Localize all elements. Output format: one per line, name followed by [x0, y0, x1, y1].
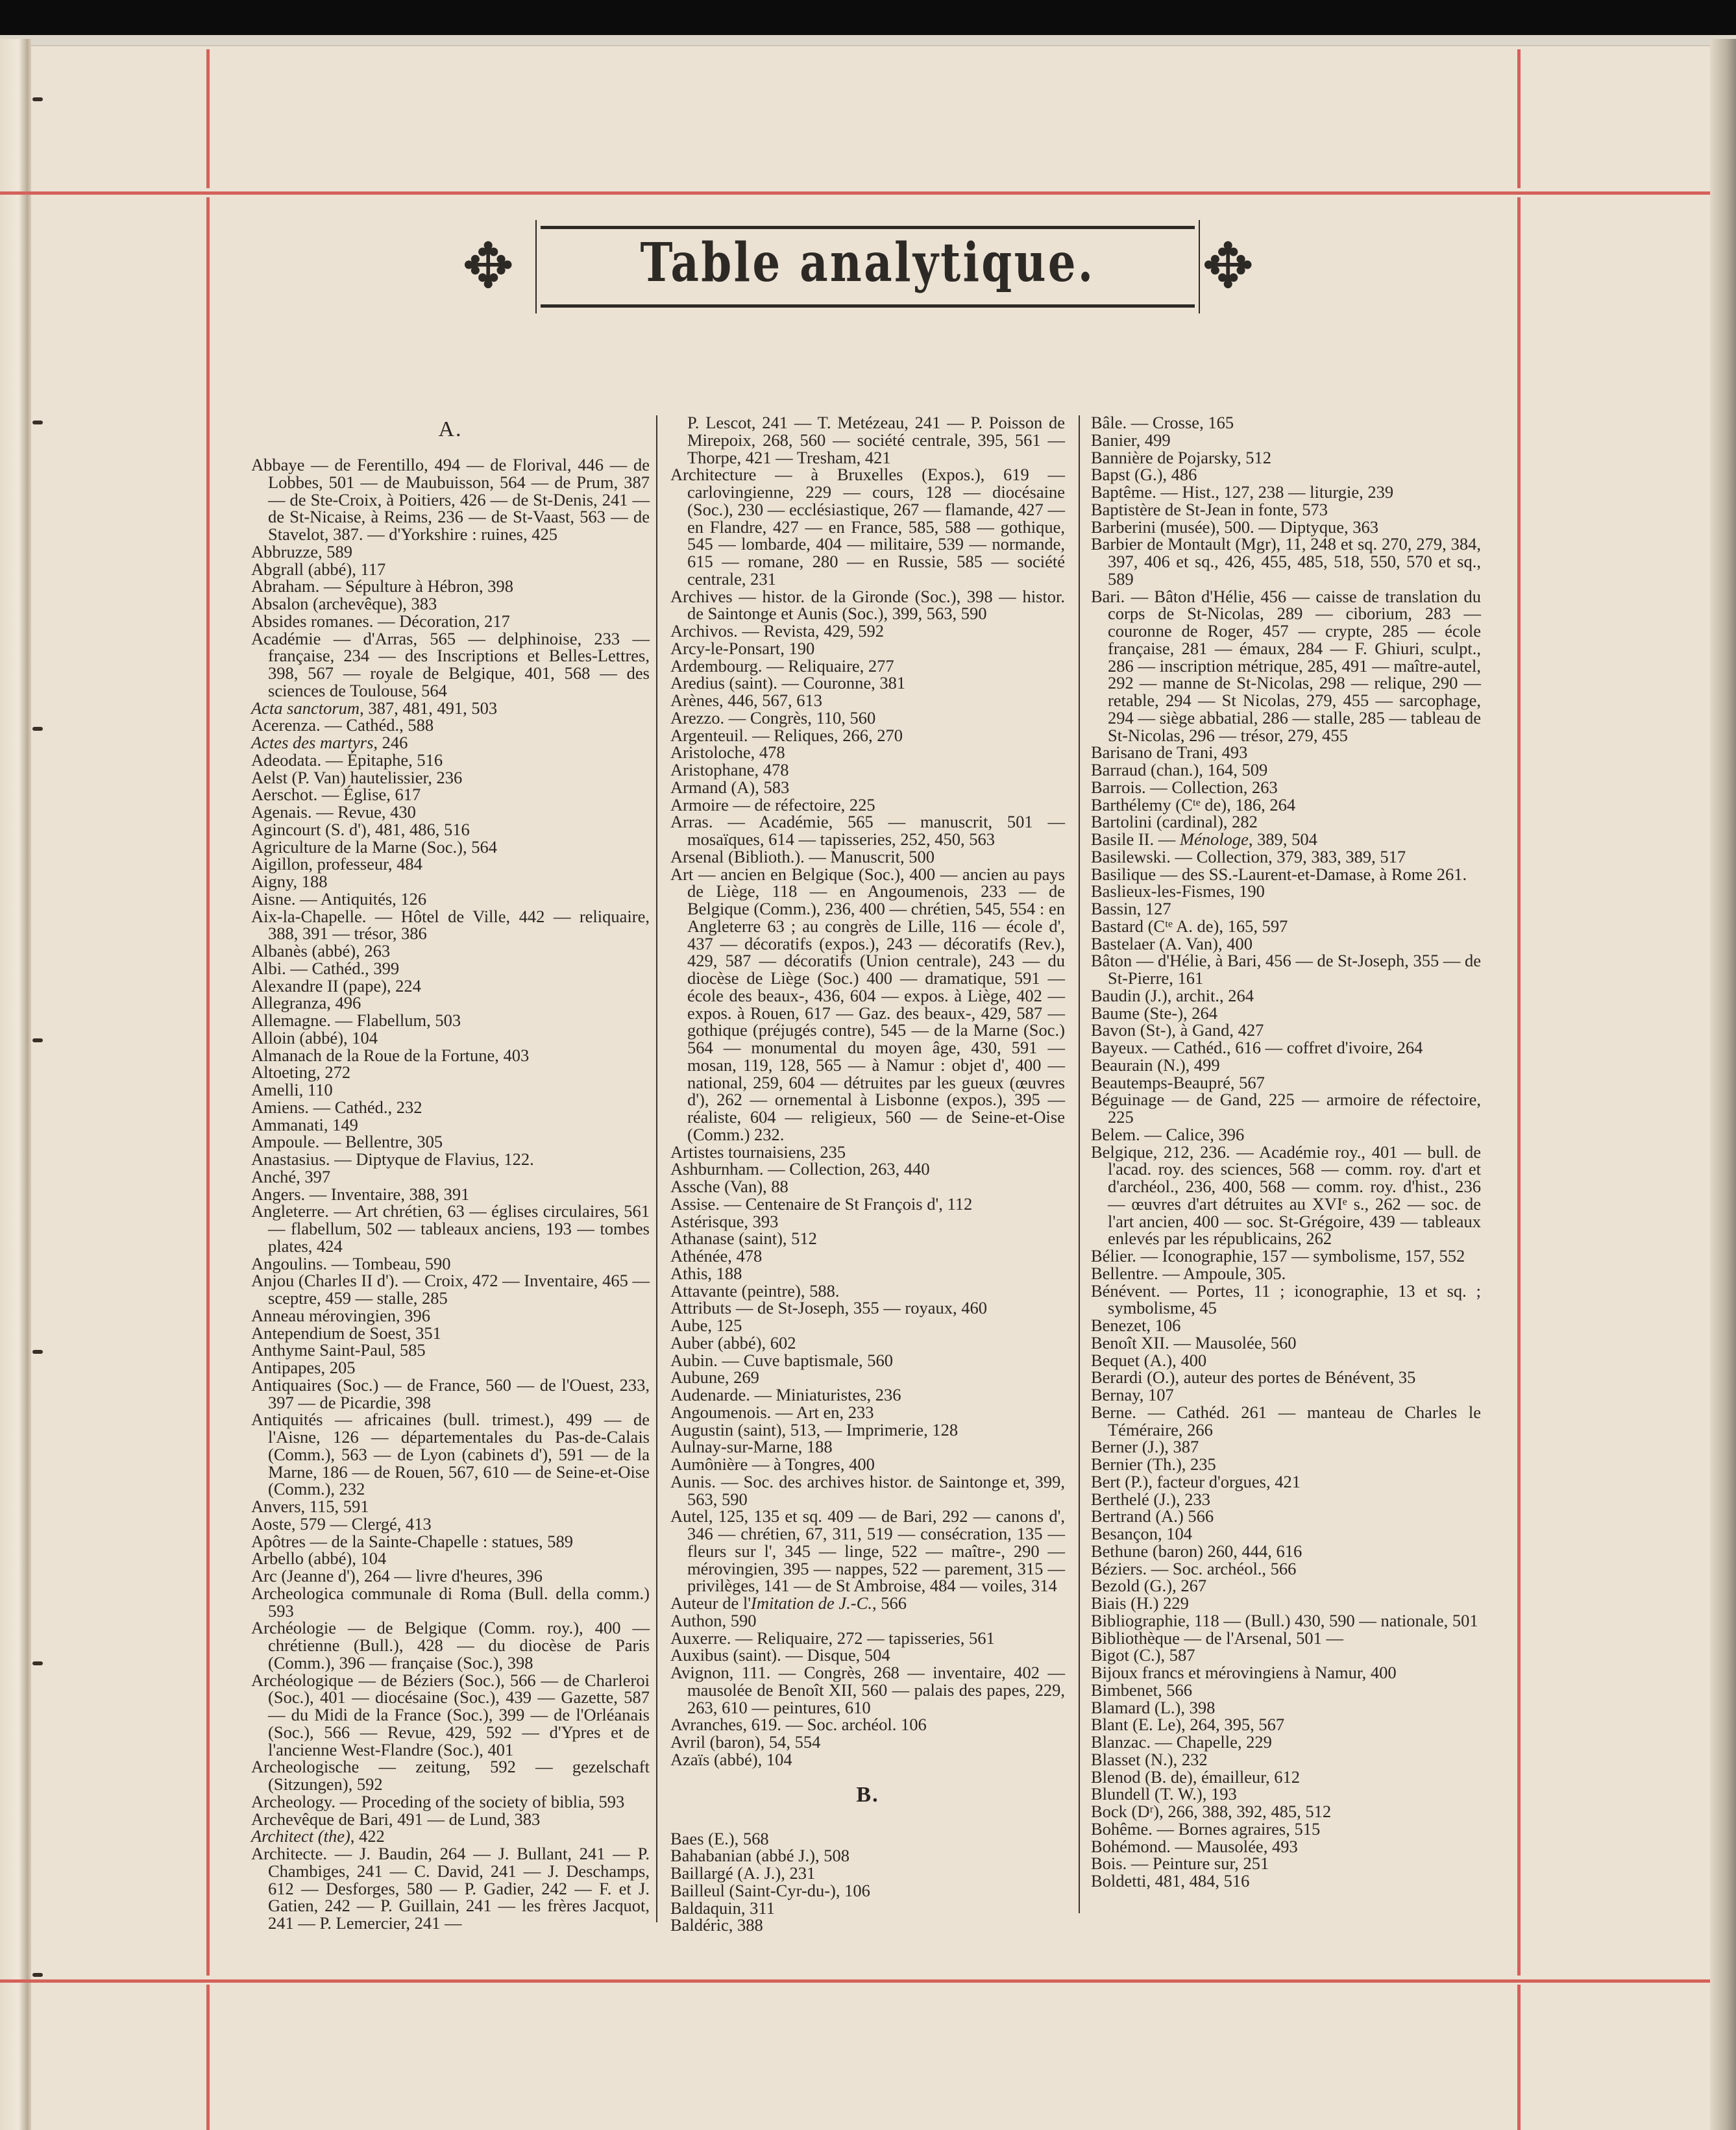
fleuron-icon: ✥: [1202, 230, 1254, 302]
index-entry: Authon, 590: [670, 1610, 757, 1630]
binding-stitch: [32, 1661, 43, 1665]
index-entry: Altoeting, 272: [251, 1062, 351, 1083]
index-entry: Armand (A), 583: [670, 777, 790, 797]
index-entry: Blundell (T. W.), 193: [1091, 1784, 1237, 1804]
index-entry: Aisne. — Antiquités, 126: [251, 888, 427, 909]
index-entry: Architecte. — J. Baudin, 264 — J. Bullant, 241 — P. Chambiges, 241 — C. David, 241 — J. Deschamps, 612 — Desforges, 580 — P. Gadier, 242 — F. et J. Gatien, 242 — P. Guillain, 241 — les frères Jacquot, 241 — P. Lemercier, 241 —: [251, 1844, 650, 1933]
index-entry: Ammanati, 149: [251, 1114, 358, 1134]
index-entry: [251, 1828, 650, 1845]
index-entry: Anvers, 115, 591: [251, 1497, 369, 1516]
index-entry: Barraud (chan.), 164, 509: [1091, 760, 1268, 779]
index-entry: Beautemps-Beaupré, 567: [1091, 1072, 1265, 1092]
index-entry: Bethune (baron) 260, 444, 616: [1091, 1541, 1302, 1561]
index-entry: Antependium de Soest, 351: [251, 1323, 441, 1343]
index-entry: Barrois. — Collection, 263: [1091, 777, 1278, 797]
binding-stitch: [32, 1350, 43, 1354]
index-entry: Barbier de Montault (Mgr), 11, 248 et sq. 270, 279, 384, 397, 406 et sq., 426, 455, 485, 518, 550, 570 et sq., 589: [1091, 534, 1481, 589]
index-entry: Arcy-le-Ponsart, 190: [670, 638, 815, 658]
index-entry: Blasset (N.), 232: [1091, 1749, 1208, 1769]
index-entry: Baillargé (A. J.), 231: [670, 1863, 816, 1883]
index-entry: Archivos. — Revista, 429, 592: [670, 621, 885, 641]
index-entry: Angers. — Inventaire, 388, 391: [251, 1184, 470, 1204]
index-entry: Aix-la-Chapelle. — Hôtel de Ville, 442 — reliquaire, 388, 391 — trésor, 386: [251, 906, 650, 944]
index-entry: Aerschot. — Église, 617: [251, 785, 421, 805]
index-entry: Archeology. — Proceding of the society of biblia, 593: [251, 1791, 625, 1811]
index-entry: Biais (H.) 229: [1091, 1593, 1189, 1613]
index-entry: Athénée, 478: [670, 1246, 763, 1266]
red-frame-line: [1517, 197, 1521, 1976]
index-entry: Assise. — Centenaire de St François d', 112: [670, 1194, 973, 1214]
index-entry: Aumônière — à Tongres, 400: [670, 1454, 875, 1474]
index-entry: Bock (Dʳ), 266, 388, 392, 485, 512: [1091, 1802, 1332, 1821]
index-column-3: [1091, 414, 1481, 1890]
index-entry: Absides romanes. — Décoration, 217: [251, 611, 510, 631]
index-entry: Audenarde. — Miniaturistes, 236: [670, 1385, 901, 1404]
page-title: Table analytique.: [640, 232, 1095, 294]
index-entry: Ashburnham. — Collection, 263, 440: [670, 1159, 930, 1179]
page-top-edge: [0, 35, 1736, 46]
index-entry: Aoste, 579 — Clergé, 413: [251, 1513, 432, 1534]
index-entry: Agincourt (S. d'), 481, 486, 516: [251, 819, 470, 839]
index-entry: Bohémond. — Mausolée, 493: [1091, 1836, 1298, 1856]
index-entry: Bimbenet, 566: [1091, 1680, 1193, 1700]
index-entry: Antiquaires (Soc.) — de France, 560 — de l'Ouest, 233, 397 — de Picardie, 398: [251, 1375, 650, 1412]
index-entry: Athanase (saint), 512: [670, 1229, 817, 1249]
index-entry: Attavante (peintre), 588.: [670, 1280, 840, 1301]
index-entry: Azaïs (abbé), 104: [670, 1749, 792, 1769]
index-column-2: [670, 414, 1065, 1934]
index-entry: Benezet, 106: [1091, 1316, 1181, 1335]
red-frame-line: [0, 1979, 1710, 1983]
index-entry: Archéologie — de Belgique (Comm. roy.), 400 — chrétienne (Bull.), 428 — du diocèse de Paris (Comm.), 396 — française (Soc.), 398: [251, 1618, 650, 1672]
index-entry: Bernier (Th.), 235: [1091, 1454, 1216, 1474]
index-entry: Bijoux francs et mérovingiens à Namur, 400: [1091, 1663, 1397, 1682]
index-entry: Auxibus (saint). — Disque, 504: [670, 1645, 890, 1665]
index-entry: Ardembourg. — Reliquaire, 277: [670, 655, 894, 676]
index-entry: Arsenal (Biblioth.). — Manuscrit, 500: [670, 846, 935, 866]
index-entry: Absalon (archevêque), 383: [251, 594, 437, 613]
index-entry: Archevêque de Bari, 491 — de Lund, 383: [251, 1809, 541, 1829]
entry-text: , 387, 481, 491, 503: [360, 698, 498, 718]
index-entry: Bibliothèque — de l'Arsenal, 501 —: [1091, 1628, 1343, 1648]
index-entry: Avignon, 111. — Congrès, 268 — inventaire, 402 — mausolée de Benoît XII, 560 — palais des papes, 229, 263, 610 — peintures, 610: [670, 1663, 1065, 1717]
index-entry: Aigillon, professeur, 484: [251, 854, 422, 874]
index-entry: Basilique — des SS.-Laurent-et-Damase, à Rome 261.: [1091, 864, 1467, 884]
index-entry: Bigot (C.), 587: [1091, 1645, 1195, 1665]
index-entry: Barberini (musée), 500. — Diptyque, 363: [1091, 517, 1379, 537]
index-entry: Académie — d'Arras, 565 — delphinoise, 233 — française, 234 — des Inscriptions et Belles-Lettres, 398, 567 — royale de Belgique, 401, 568 — des sciences de Toulouse, 564: [251, 628, 650, 700]
index-entry: Anjou (Charles II d'). — Croix, 472 — Inventaire, 465 — sceptre, 459 — stalle, 285: [251, 1271, 650, 1308]
red-frame-line: [206, 1985, 210, 2130]
index-entry: Bert (P.), facteur d'orgues, 421: [1091, 1471, 1301, 1491]
index-entry: Albanès (abbé), 263: [251, 941, 391, 961]
index-entry: Archeologica communale di Roma (Bull. della comm.) 593: [251, 1583, 650, 1621]
index-entry: Bellentre. — Ampoule, 305.: [1091, 1263, 1286, 1283]
index-entry: Bequet (A.), 400: [1091, 1350, 1207, 1370]
index-entry: Antiquités — africaines (bull. trimest.), 499 — de l'Aisne, 126 — départementales du Pas-de-Calais (Comm.), 563 — de Lyon (cabinets d'), 591 — de la Marne, 186 — de Rouen, 567, 610 — de Seine-et-Oise (Comm.), 232: [251, 1410, 650, 1499]
index-entry: Baptistère de St-Jean in fonte, 573: [1091, 499, 1328, 519]
italic-title: Acta sanctorum: [251, 698, 360, 718]
index-entry: Anneau mérovingien, 396: [251, 1305, 430, 1325]
index-entry: Amelli, 110: [251, 1080, 333, 1099]
index-entry: Aelst (P. Van) hautelissier, 236: [251, 767, 463, 787]
index-entry: Berthelé (J.), 233: [1091, 1489, 1210, 1509]
index-entry-continuation: P. Lescot, 241 — T. Metézeau, 241 — P. Poisson de Mirepoix, 268, 560 — société centrale, 395, 561 — Thorpe, 421 — Tresham, 421: [687, 413, 1065, 467]
index-entry: Arènes, 446, 567, 613: [670, 691, 823, 710]
index-entry: Baslieux-les-Fismes, 190: [1091, 881, 1265, 901]
index-entry: Anché, 397: [251, 1166, 331, 1186]
entry-text: , 422: [350, 1826, 385, 1846]
index-entry: Beaurain (N.), 499: [1091, 1055, 1220, 1075]
entry-text: Auteur de l': [670, 1593, 751, 1613]
index-entry: Baume (Ste-), 264: [1091, 1003, 1218, 1023]
column-rule: [1079, 415, 1080, 1913]
red-frame-line: [206, 197, 210, 1976]
index-entry: Allemagne. — Flabellum, 503: [251, 1010, 461, 1030]
index-entry: Assche (Van), 88: [670, 1177, 789, 1196]
index-entry: [670, 1595, 1065, 1612]
italic-title: Architect (the): [251, 1826, 350, 1846]
index-entry: Bénévent. — Portes, 11 ; iconographie, 13 et sq. ; symbolisme, 45: [1091, 1280, 1481, 1318]
index-entry: Anastasius. — Diptyque de Flavius, 122.: [251, 1149, 534, 1169]
index-entry: Agriculture de la Marne (Soc.), 564: [251, 837, 497, 857]
index-entry: Aigny, 188: [251, 872, 328, 891]
red-frame-line: [0, 191, 1710, 195]
title-cartouche: [541, 226, 1195, 308]
index-entry: Arc (Jeanne d'), 264 — livre d'heures, 396: [251, 1566, 543, 1585]
index-entry: Bapst (G.), 486: [1091, 465, 1197, 485]
index-entry: Bahabanian (abbé J.), 508: [670, 1846, 850, 1866]
index-entry: Bibliographie, 118 — (Bull.) 430, 590 — nationale, 501: [1091, 1610, 1478, 1630]
index-entry: Benoît XII. — Mausolée, 560: [1091, 1332, 1297, 1353]
binding-stitch: [32, 421, 43, 424]
index-entry: Belgique, 212, 236. — Académie roy., 401 — bull. de l'acad. roy. des sciences, 568 — comm. roy. d'art et d'archéol., 236, 400, 568 — comm. roy. d'hist., 236 — œuvres d'art détruites au XVIᵉ s., 262 — soc. de l'art ancien, 400 — soc. St-Grégoire, 439 — tableaux enlevés par les républicains, 262: [1091, 1142, 1481, 1249]
index-entry: Abraham. — Sépulture à Hébron, 398: [251, 576, 514, 596]
entry-text: , 246: [373, 733, 408, 752]
section-heading-a: A.: [438, 417, 463, 441]
index-entry: Belem. — Calice, 396: [1091, 1124, 1245, 1144]
index-entry: Avranches, 619. — Soc. archéol. 106: [670, 1715, 927, 1735]
italic-title: Ménologe: [1179, 829, 1249, 849]
index-entry: Bohême. — Bornes agraires, 515: [1091, 1818, 1321, 1839]
index-column-1: [251, 456, 650, 1932]
entry-text: , 389, 504: [1248, 829, 1317, 849]
index-entry: Angoulins. — Tombeau, 590: [251, 1253, 451, 1273]
index-entry: Arezzo. — Congrès, 110, 560: [670, 707, 876, 728]
index-entry: Béziers. — Soc. archéol., 566: [1091, 1558, 1297, 1578]
index-entry: Argenteuil. — Reliques, 266, 270: [670, 725, 903, 745]
index-entry: Agenais. — Revue, 430: [251, 802, 416, 822]
index-entry: [1091, 831, 1481, 848]
index-entry: Basilewski. — Collection, 379, 383, 389, 517: [1091, 846, 1406, 866]
index-entry: Aube, 125: [670, 1316, 742, 1335]
index-entry: Artistes tournaisiens, 235: [670, 1142, 846, 1162]
index-entry: Aredius (saint). — Couronne, 381: [670, 673, 906, 693]
index-entry: Bezold (G.), 267: [1091, 1576, 1207, 1596]
red-frame-line: [1517, 1985, 1521, 2130]
index-entry: Abbaye — de Ferentillo, 494 — de Florival, 446 — de Lobbes, 501 — de Maubuisson, 564 — de Prum, 387 — de Ste-Croix, à Poitiers, 426 — de St-Denis, 241 — de St-Nicaise, à Reims, 236 — de St-Vaast, 563 — de Stavelot, 387. — d'Yorkshire : ruines, 425: [251, 455, 650, 544]
index-entry: Aubune, 269: [670, 1367, 759, 1388]
section-heading-b: B.: [856, 1782, 879, 1807]
index-entry: Abbruzze, 589: [251, 541, 352, 561]
index-entry: Avril (baron), 54, 554: [670, 1732, 821, 1752]
index-entry: Acerenza. — Cathéd., 588: [251, 715, 434, 735]
index-entry: Baldéric, 388: [670, 1915, 763, 1935]
index-entry: Banier, 499: [1091, 430, 1171, 450]
index-entry: Bayeux. — Cathéd., 616 — coffret d'ivoire, 264: [1091, 1038, 1423, 1057]
index-entry: Blanzac. — Chapelle, 229: [1091, 1732, 1272, 1752]
index-entry: Bari. — Bâton d'Hélie, 456 — caisse de translation du corps de St-Nicolas, 289 — ciborium, 283 — couronne de Roger, 457 — crypte, 285 — école française, 281 — émaux, 284 — F. Ghiuri, sculpt., 286 — inscription métrique, 285, 491 — maître-autel, 292 — manne de St-Nicolas, 298 — relique, 290 — retable, 294 — St Nicolas, 279, 455 — sarcophage, 294 — siège abbatial, 286 — stalle, 285 — tableau de St-Nicolas, 296 — trésor, 279, 455: [1091, 586, 1481, 745]
index-entry: Bernay, 107: [1091, 1385, 1174, 1404]
index-entry: Aunis. — Soc. des archives histor. de Saintonge et, 399, 563, 590: [670, 1471, 1065, 1509]
index-entry: [251, 734, 650, 752]
italic-title: Actes des martyrs: [251, 733, 374, 752]
index-entry: Autel, 125, 135 et sq. 409 — de Bari, 292 — canons d', 346 — chrétien, 67, 311, 519 — consécration, 135 — fleurs sur l', 345 — linge, 522 — maître-, 290 — mérovingien, 395 — nappes, 522 — parement, 315 — privilèges, 141 — de St Ambroise, 484 — voiles, 314: [670, 1506, 1065, 1596]
index-entry: Boldetti, 481, 484, 516: [1091, 1871, 1250, 1891]
index-entry: Aulnay-sur-Marne, 188: [670, 1437, 833, 1457]
index-entry: Berne. — Cathéd. 261 — manteau de Charles le Téméraire, 266: [1091, 1402, 1481, 1439]
index-entry: Aubin. — Cuve baptismale, 560: [670, 1350, 893, 1370]
index-entry: Bartolini (cardinal), 282: [1091, 812, 1258, 832]
index-entry: Almanach de la Roue de la Fortune, 403: [251, 1045, 530, 1065]
index-entry: Antipapes, 205: [251, 1358, 356, 1377]
index-entry: Baudin (J.), archit., 264: [1091, 985, 1254, 1005]
index-entry: Bastelaer (A. Van), 400: [1091, 933, 1253, 953]
index-entry: Ampoule. — Bellentre, 305: [251, 1132, 443, 1152]
index-entry: Anthyme Saint-Paul, 585: [251, 1340, 426, 1360]
binding-stitch: [32, 727, 43, 731]
scan-background: [0, 0, 1736, 38]
index-entry: Alloin (abbé), 104: [251, 1027, 378, 1047]
index-entry: Barthélemy (Cᵗᵉ de), 186, 264: [1091, 794, 1296, 814]
index-entry: Adeodata. — Épitaphe, 516: [251, 750, 443, 770]
index-entry: Besançon, 104: [1091, 1524, 1193, 1543]
index-entry: Bailleul (Saint-Cyr-du-), 106: [670, 1880, 870, 1900]
index-entry: Blamard (L.), 398: [1091, 1697, 1216, 1717]
page-right-edge: [1710, 39, 1736, 2130]
index-entry: Baldaquin, 311: [670, 1898, 775, 1918]
column-rule: [656, 415, 657, 1922]
index-entry: Archeologische — zeitung, 592 — gezelschaft (Sitzungen), 592: [251, 1757, 650, 1794]
index-entry: Angoumenois. — Art en, 233: [670, 1402, 874, 1422]
index-entry: Alexandre II (pape), 224: [251, 975, 421, 996]
index-entry: Angleterre. — Art chrétien, 63 — églises circulaires, 561 — flabellum, 502 — tableaux anciens, 193 — tombes plates, 424: [251, 1201, 650, 1256]
index-entry: Bâle. — Crosse, 165: [1091, 413, 1234, 432]
index-entry: Auxerre. — Reliquaire, 272 — tapisseries, 561: [670, 1628, 995, 1648]
index-entry: Bertrand (A.) 566: [1091, 1506, 1214, 1526]
index-entry: Berner (J.), 387: [1091, 1437, 1199, 1457]
index-entry: Aristoloche, 478: [670, 742, 785, 763]
binding-stitch: [32, 1038, 43, 1042]
index-entry: Apôtres — de la Sainte-Chapelle : statues, 589: [251, 1531, 574, 1551]
index-entry: Blenod (B. de), émailleur, 612: [1091, 1767, 1301, 1787]
index-entry: Auber (abbé), 602: [670, 1332, 796, 1353]
index-entry: Bâton — d'Hélie, à Bari, 456 — de St-Joseph, 355 — de St-Pierre, 161: [1091, 951, 1481, 988]
red-frame-line: [1517, 49, 1521, 188]
book-binding-fold: [0, 39, 31, 2130]
index-entry: Bélier. — Iconographie, 157 — symbolisme, 157, 552: [1091, 1246, 1465, 1266]
index-entry: Bavon (St-), à Gand, 427: [1091, 1020, 1264, 1040]
binding-stitch: [32, 1973, 43, 1977]
index-entry: Augustin (saint), 513, — Imprimerie, 128: [670, 1419, 959, 1439]
index-entry: Amiens. — Cathéd., 232: [251, 1097, 422, 1117]
index-entry: Archives — histor. de la Gironde (Soc.), 398 — histor. de Saintonge et Aunis (Soc.), 399, 563, 590: [670, 586, 1065, 624]
index-entry: Baptême. — Hist., 127, 238 — liturgie, 239: [1091, 482, 1394, 502]
index-entry: Bannière de Pojarsky, 512: [1091, 447, 1271, 467]
index-entry: Art — ancien en Belgique (Soc.), 400 — ancien au pays de Liège, 118 — en Angoumenois, 233 — de Belgique (Comm.), 236, 400 — chrétien, 545, 554 : en Angleterre 63 ; au congrès de Lille, 116 — école d', 437 — décoratifs (expos.), 243 — décoratifs (Rev.), 429, 587 — décoratifs (Union centrale), 243 — du diocèse de Liège (Soc.) 400 — dramatique, 591 — école des beaux-, 436, 604 — expos. à Liège, 402 — expos. à Rouen, 617 — Gaz. des beaux-, 429, 587 — gothique (préjugés contre), 545 — de la Marne (Soc.) 564 — monumental du moyen âge, 430, 591 — mosan, 119, 128, 565 — à Namur : objet d', 400 — national, 259, 604 — détruites par les gueux (œuvres d'), 262 — ornemental à Lisbonne (expos.), 395 — réaliste, 604 — religieux, 560 — de Seine-et-Oise (Comm.) 232.: [670, 864, 1065, 1144]
index-entry: Baes (E.), 568: [670, 1828, 769, 1848]
index-entry: Bastard (Cᵗᵉ A. de), 165, 597: [1091, 916, 1288, 936]
binding-stitch: [32, 97, 43, 101]
entry-text: Basile II. —: [1091, 829, 1180, 849]
index-entry: Bassin, 127: [1091, 899, 1171, 918]
index-entry: Arbello (abbé), 104: [251, 1549, 387, 1569]
index-entry: Blant (E. Le), 264, 395, 567: [1091, 1715, 1285, 1735]
index-entry: Astérisque, 393: [670, 1211, 779, 1231]
index-entry: Albi. — Cathéd., 399: [251, 958, 400, 978]
index-entry: Archéologique — de Béziers (Soc.), 566 — de Charleroi (Soc.), 401 — diocésaine (Soc.), 439 — Gazette, 587 — du Midi de la France (Soc.), 399 — de l'Orléanais (Soc.), 566 — Revue, 429, 592 — d'Ypres et de l'ancienne West-Flandre (Soc.), 401: [251, 1670, 650, 1759]
entry-text: , 566: [872, 1593, 907, 1613]
index-entry: Athis, 188: [670, 1263, 742, 1283]
italic-title: Imitation de J.-C.: [751, 1593, 872, 1613]
index-entry: Architecture — à Bruxelles (Expos.), 619 — carlovingienne, 229 — cours, 128 — diocésaine (Soc.), 230 — ecclésiastique, 267 — flamande, 427 — en Flandre, 427 — en France, 585, 588 — gothique, 545 — lombarde, 404 — militaire, 539 — normande, 615 — romane, 280 — en Russie, 585 — société centrale, 231: [670, 465, 1065, 589]
index-entry: Béguinage — de Gand, 225 — armoire de réfectoire, 225: [1091, 1090, 1481, 1127]
index-entry: Barisano de Trani, 493: [1091, 742, 1248, 763]
fleuron-icon: ✥: [462, 230, 515, 302]
index-entry: Attributs — de St-Joseph, 355 — royaux, 460: [670, 1298, 988, 1318]
index-entry: Bois. — Peinture sur, 251: [1091, 1854, 1269, 1874]
index-entry: Allegranza, 496: [251, 993, 361, 1013]
index-entry: Arras. — Académie, 565 — manuscrit, 501 — mosaïques, 614 — tapisseries, 252, 450, 563: [670, 812, 1065, 849]
red-frame-line: [206, 49, 210, 188]
index-entry: Aristophane, 478: [670, 760, 789, 779]
index-entry: Armoire — de réfectoire, 225: [670, 794, 875, 814]
index-entry: [251, 700, 650, 717]
index-entry: Abgrall (abbé), 117: [251, 559, 386, 579]
index-entry: Berardi (O.), auteur des portes de Bénévent, 35: [1091, 1367, 1416, 1388]
